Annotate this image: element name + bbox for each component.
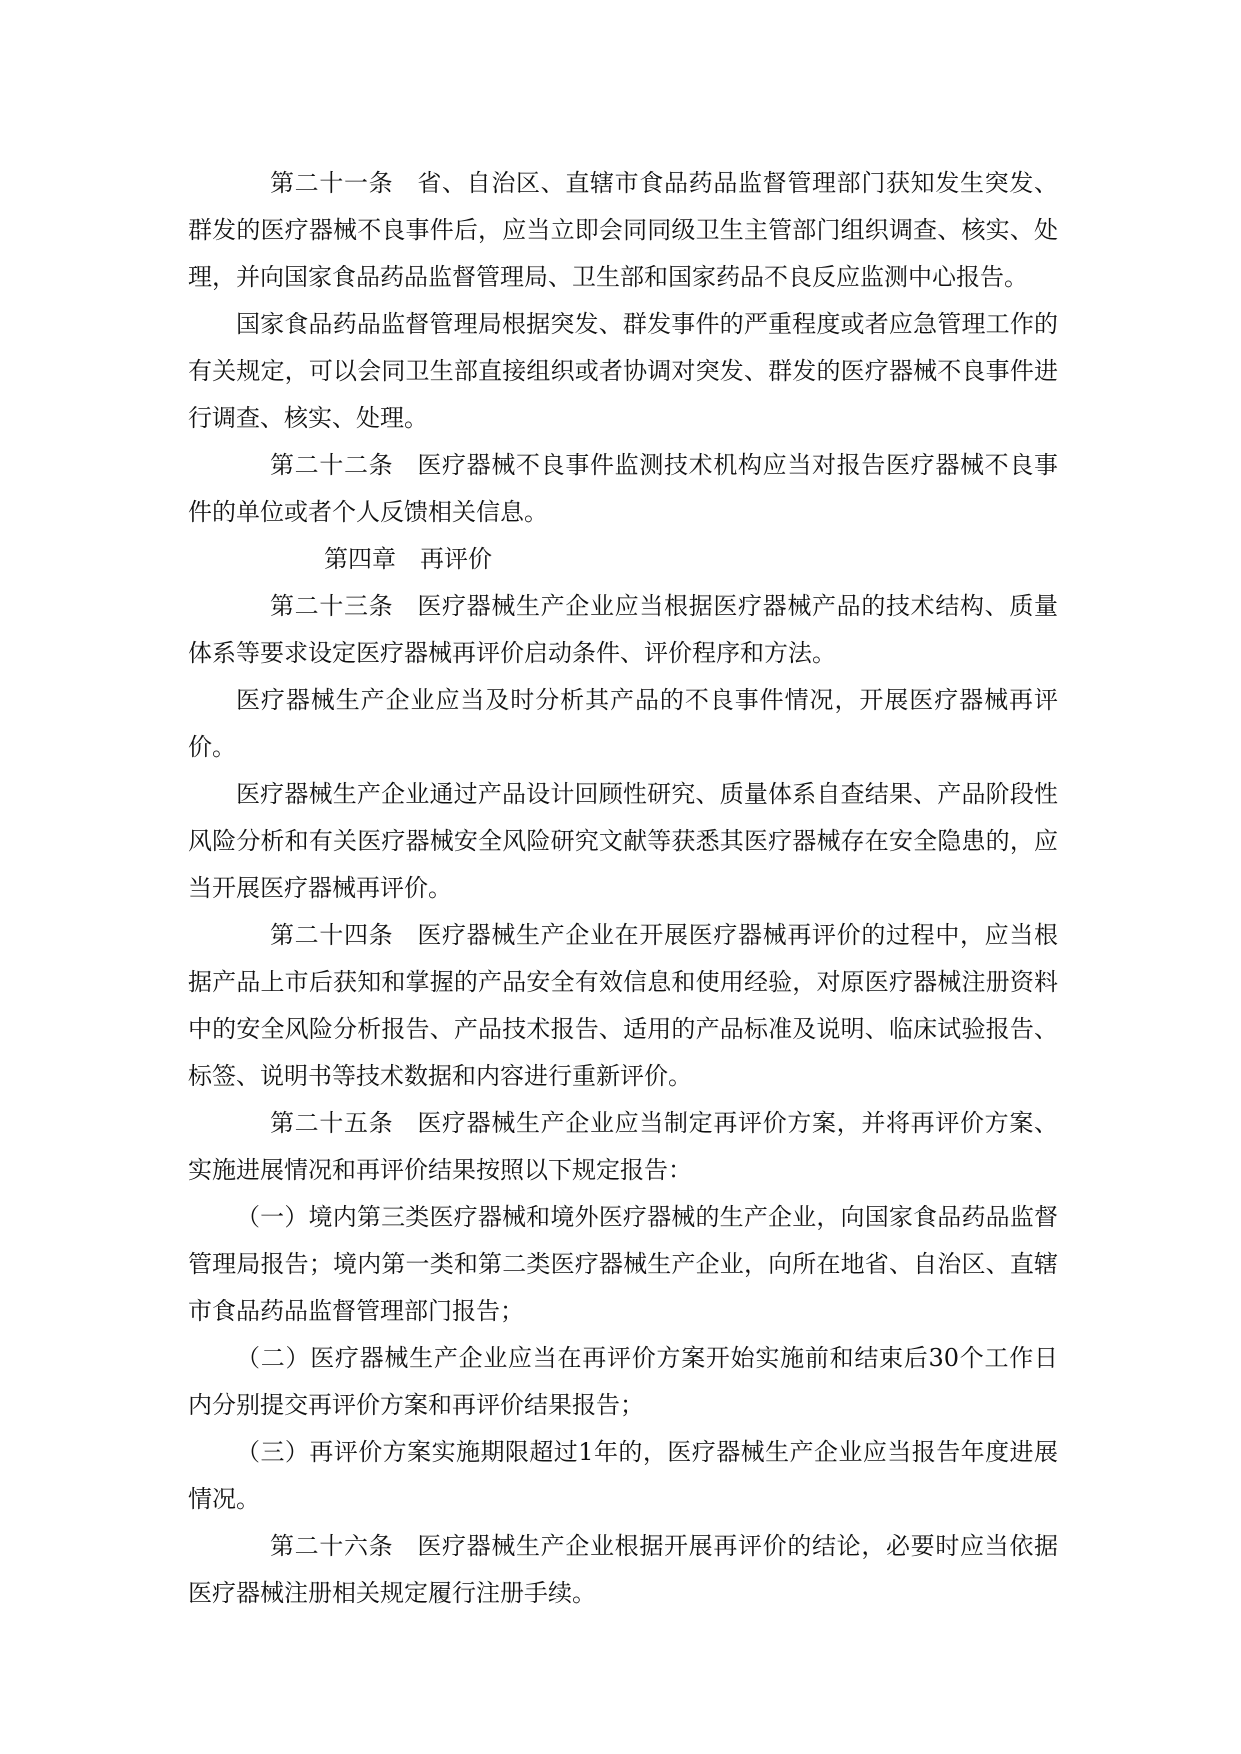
paragraph: 医疗器械生产企业通过产品设计回顾性研究、质量体系自查结果、产品阶段性风险分析和有关医疗器械安全风险研究文献等获悉其医疗器械存在安全隐患的，应当开展医疗器械再评价。 bbox=[188, 780, 1058, 902]
list-item: （二）医疗器械生产企业应当在再评价方案开始实施前和结束后30个工作日内分别提交再评价方案和再评价结果报告； bbox=[188, 1344, 1058, 1419]
chapter-number: 第四章 bbox=[324, 545, 396, 573]
article-number: 第二十三条 bbox=[270, 592, 394, 620]
article-number: 第二十一条 bbox=[270, 169, 394, 197]
article-number: 第二十四条 bbox=[270, 921, 394, 949]
paragraph: 医疗器械生产企业应当及时分析其产品的不良事件情况，开展医疗器械再评价。 bbox=[188, 686, 1058, 761]
list-item: （一）境内第三类医疗器械和境外医疗器械的生产企业，向国家食品药品监督管理局报告；境内第一类和第二类医疗器械生产企业，向所在地省、自治区、直辖市食品药品监督管理部门报告； bbox=[188, 1203, 1058, 1325]
article-text: 省、自治区、直辖市食品药品监督管理部门获知发生突发、群发的医疗器械不良事件后，应当立即会同同级卫生主管部门组织调查、核实、处理，并向国家食品药品监督管理局、卫生部和国家药品不良反应监测中心报告。 bbox=[188, 169, 1059, 291]
article-text: 医疗器械生产企业应当根据医疗器械产品的技术结构、质量体系等要求设定医疗器械再评价启动条件、评价程序和方法。 bbox=[188, 592, 1059, 667]
paragraph: 国家食品药品监督管理局根据突发、群发事件的严重程度或者应急管理工作的有关规定，可以会同卫生部直接组织或者协调对突发、群发的医疗器械不良事件进行调查、核实、处理。 bbox=[188, 310, 1058, 432]
chapter-title: 再评价 bbox=[420, 545, 492, 573]
list-item: （三）再评价方案实施期限超过1年的，医疗器械生产企业应当报告年度进展情况。 bbox=[188, 1438, 1058, 1513]
article-text: 医疗器械生产企业应当制定再评价方案，并将再评价方案、实施进展情况和再评价结果按照以下规定报告： bbox=[188, 1109, 1059, 1184]
article-text: 医疗器械生产企业根据开展再评价的结论，必要时应当依据医疗器械注册相关规定履行注册手续。 bbox=[188, 1532, 1059, 1607]
article-25 bbox=[188, 1100, 1058, 1194]
article-number: 第二十二条 bbox=[270, 451, 394, 479]
article-22 bbox=[188, 442, 1058, 536]
chapter-heading bbox=[188, 536, 1058, 583]
article-23 bbox=[188, 583, 1058, 677]
article-26 bbox=[188, 1523, 1058, 1617]
article-text: 医疗器械生产企业在开展医疗器械再评价的过程中，应当根据产品上市后获知和掌握的产品安全有效信息和使用经验，对原医疗器械注册资料中的安全风险分析报告、产品技术报告、适用的产品标准及说明、临床试验报告、标签、说明书等技术数据和内容进行重新评价。 bbox=[188, 921, 1059, 1090]
article-text: 医疗器械不良事件监测技术机构应当对报告医疗器械不良事件的单位或者个人反馈相关信息。 bbox=[188, 451, 1059, 526]
article-21 bbox=[188, 160, 1058, 301]
article-number: 第二十五条 bbox=[270, 1109, 394, 1137]
document-body bbox=[188, 160, 1058, 1617]
article-number: 第二十六条 bbox=[270, 1532, 394, 1560]
article-24 bbox=[188, 912, 1058, 1100]
